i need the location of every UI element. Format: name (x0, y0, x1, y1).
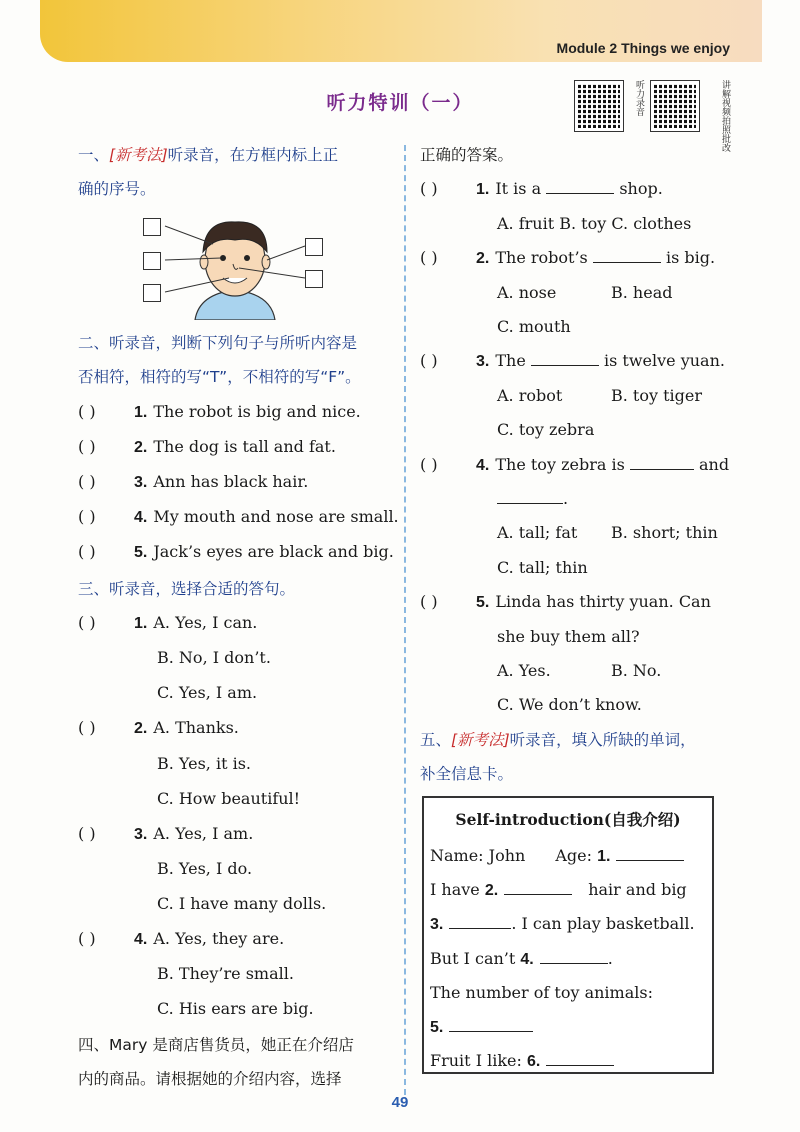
blank-3[interactable] (449, 914, 511, 929)
s2-item-3: ( ) 3. Ann has black hair. (78, 472, 309, 491)
s3-item-2-c: C. How beautiful! (157, 789, 301, 808)
answer-paren[interactable]: ( ) (78, 929, 96, 948)
card-title: Self-introduction(自我介绍) (455, 810, 681, 829)
section-4-heading: 四、Mary 是商店售货员，她正在介绍店 内的商品。请根据她的介绍内容，选择 (78, 1036, 354, 1088)
s4-q2-a: A. nose (497, 283, 557, 302)
qr-code-video[interactable] (650, 80, 700, 132)
boy-face-illustration (135, 210, 335, 320)
s4-q1-options: A. fruit B. toy C. clothes (497, 214, 692, 233)
card-line-play: 3. . I can play basketball. (430, 914, 695, 933)
card-line-cant: But I can’t 4. . (430, 949, 613, 968)
s4-q3-a: A. robot (497, 386, 563, 405)
s4-q2-c: C. mouth (497, 317, 571, 336)
page-title: 听力特训（一） (326, 92, 474, 114)
answer-paren[interactable]: ( ) (420, 592, 438, 611)
blank-5[interactable] (449, 1017, 533, 1032)
answer-paren[interactable]: ( ) (78, 542, 96, 561)
answer-paren[interactable]: ( ) (78, 507, 96, 526)
s3-item-2: ( ) 2. A. Thanks. (78, 718, 239, 737)
answer-box-3[interactable] (143, 284, 161, 302)
s3-item-4-c: C. His ears are big. (157, 999, 314, 1018)
s4-q4-a: A. tall; fat (497, 523, 578, 542)
s4-q5-c: C. We don’t know. (497, 695, 642, 714)
s4-q3-c: C. toy zebra (497, 420, 595, 439)
answer-paren[interactable]: ( ) (78, 824, 96, 843)
card-line-5: 5. (430, 1017, 533, 1038)
s3-item-3: ( ) 3. A. Yes, I am. (78, 824, 254, 843)
s2-item-2: ( ) 2. The dog is tall and fat. (78, 437, 336, 456)
s3-item-3-c: C. I have many dolls. (157, 894, 327, 913)
answer-paren[interactable]: ( ) (420, 351, 438, 370)
s3-item-3-b: B. Yes, I do. (157, 859, 253, 878)
section-4-heading-cont: 正确的答案。 (420, 146, 514, 164)
answer-paren[interactable]: ( ) (78, 437, 96, 456)
s2-item-4: ( ) 4. My mouth and nose are small. (78, 507, 399, 526)
card-line-fruit: Fruit I like: 6. (430, 1051, 614, 1072)
qr-code-audio[interactable] (574, 80, 624, 132)
s4-q4-c: C. tall; thin (497, 558, 588, 577)
s4-q3: ( ) 3. The is twelve yuan. (420, 351, 725, 370)
card-line-toys: The number of toy animals: (430, 983, 653, 1002)
answer-paren[interactable]: ( ) (78, 472, 96, 491)
s4-q4: ( ) 4. The toy zebra is and (420, 455, 730, 474)
blank[interactable] (593, 248, 661, 263)
s3-item-1-c: C. Yes, I am. (157, 683, 258, 702)
s4-q4-b: B. short; thin (611, 523, 718, 542)
s3-item-4-b: B. They’re small. (157, 964, 294, 983)
s4-q5-b: B. No. (611, 661, 662, 680)
section-5-heading: 五、[新考法]听录音，填入所缺的单词， 补全信息卡。 (420, 731, 696, 783)
card-line-name: Name: John Age: 1. (430, 846, 684, 867)
answer-paren[interactable]: ( ) (420, 248, 438, 267)
s3-item-4: ( ) 4. A. Yes, they are. (78, 929, 285, 948)
answer-box-4[interactable] (305, 238, 323, 256)
blank[interactable] (630, 455, 694, 470)
s4-q4-line2: . (497, 489, 568, 509)
qr1-label: 听力录音 (634, 80, 644, 116)
s4-q2: ( ) 2. The robot’s is big. (420, 248, 716, 267)
qr2-label: 讲解视频拍照批改 (720, 80, 730, 152)
answer-paren[interactable]: ( ) (78, 718, 96, 737)
blank-4[interactable] (540, 949, 608, 964)
blank[interactable] (531, 351, 599, 366)
answer-paren[interactable]: ( ) (420, 455, 438, 474)
answer-paren[interactable]: ( ) (78, 613, 96, 632)
s4-q1: ( ) 1. It is a shop. (420, 179, 663, 198)
s2-item-5: ( ) 5. Jack’s eyes are black and big. (78, 542, 394, 561)
s4-q5-line2: she buy them all? (497, 627, 640, 646)
answer-box-5[interactable] (305, 270, 323, 288)
blank[interactable] (497, 489, 563, 504)
blank[interactable] (546, 179, 614, 194)
page-number: 49 (391, 1094, 409, 1111)
s3-item-1-b: B. No, I don’t. (157, 648, 271, 667)
blank-1[interactable] (616, 846, 684, 861)
section-1-heading: 一、[新考法]听录音，在方框内标上正 确的序号。 (78, 146, 339, 198)
answer-paren[interactable]: ( ) (420, 179, 438, 198)
section-3-heading: 三、听录音，选择合适的答句。 (78, 580, 296, 598)
column-divider (404, 145, 406, 1095)
s4-q2-b: B. head (611, 283, 673, 302)
section-2-heading: 二、听录音，判断下列句子与所听内容是 否相符，相符的写“T”，不相符的写“F”。 (78, 334, 361, 386)
card-line-hair: I have 2. hair and big (430, 880, 687, 899)
s4-q5: ( ) 5. Linda has thirty yuan. Can (420, 592, 711, 611)
answer-paren[interactable]: ( ) (78, 402, 96, 421)
answer-box-2[interactable] (143, 252, 161, 270)
blank-2[interactable] (504, 880, 572, 895)
module-title: Module 2 Things we enjoy (556, 40, 730, 56)
s3-item-2-b: B. Yes, it is. (157, 754, 251, 773)
answer-box-1[interactable] (143, 218, 161, 236)
s4-q3-b: B. toy tiger (611, 386, 703, 405)
s3-item-1: ( ) 1. A. Yes, I can. (78, 613, 258, 632)
info-card (422, 796, 714, 1074)
s2-item-1: ( ) 1. The robot is big and nice. (78, 402, 361, 421)
blank-6[interactable] (546, 1051, 614, 1066)
s4-q5-a: A. Yes. (497, 661, 551, 680)
